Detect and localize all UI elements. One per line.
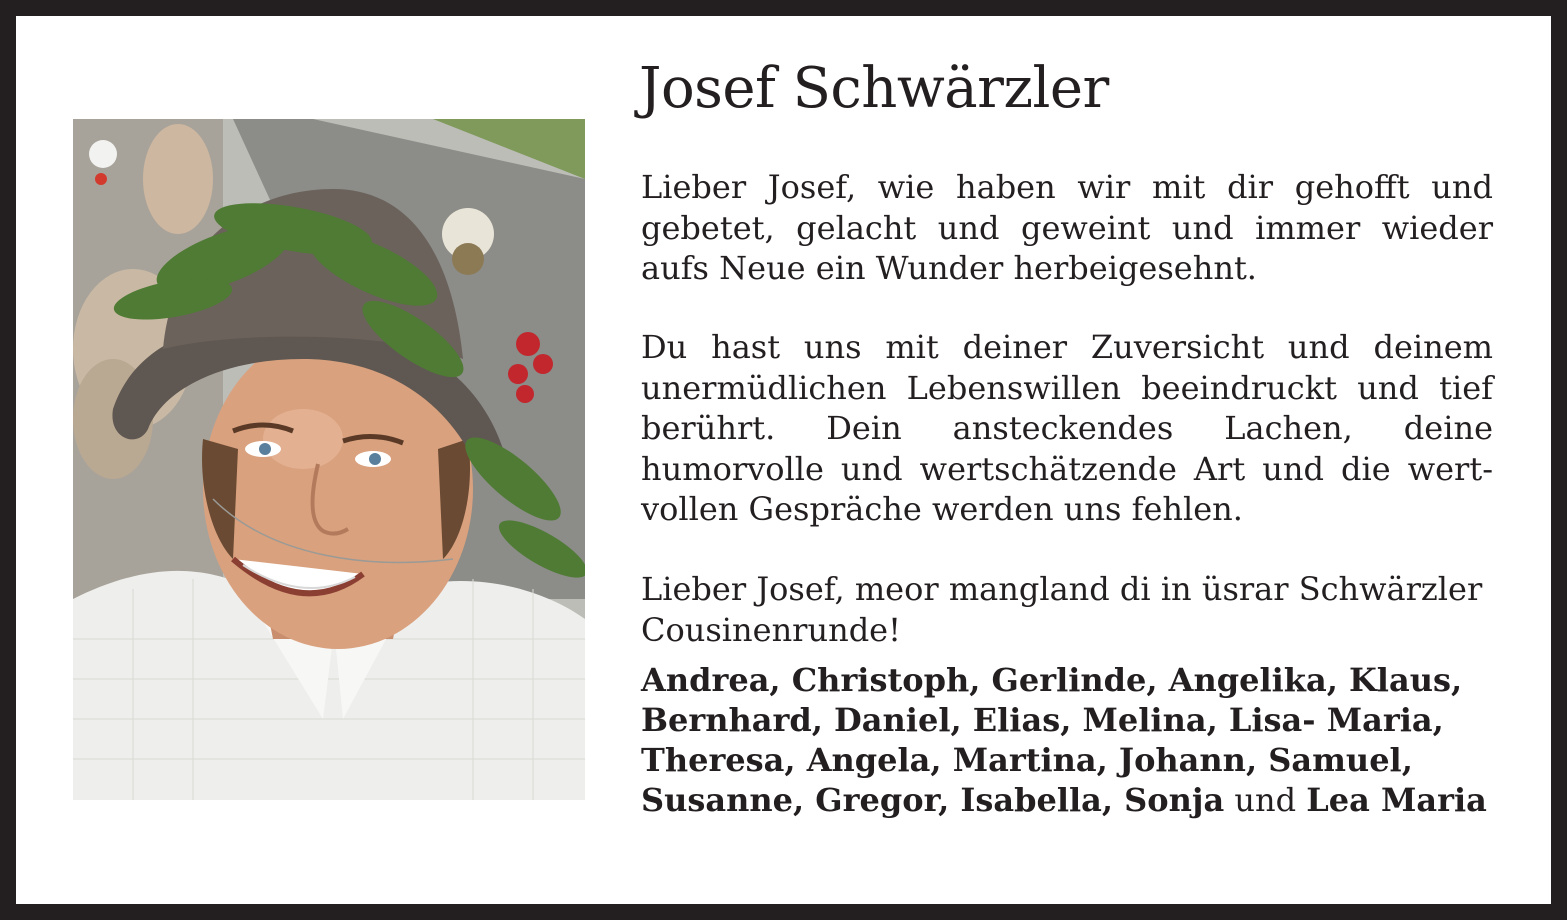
signatory-names-last: Lea Maria [1306, 781, 1487, 819]
deceased-name-title: Josef Schwärzler [639, 56, 1109, 121]
signatory-names-main: Andrea, Christoph, Gerlinde, Angelika, Klaus, Bernhard, Daniel, Elias, Melina, Lisa- Maria, Theresa, Angela, Martina, Johann, Samuel, Susanne, Gregor, Isabella, Sonja [641, 661, 1463, 819]
portrait-photo [73, 119, 585, 800]
message-paragraph-2: Du hast uns mit deiner Zuversicht und deinem unermüdlichen Lebenswillen beeindruckt und tief berührt. Dein ansteckendes Lachen, deine humorvolle und wertschätzende Art und die wert- vollen Gespräche werden uns fehlen. [641, 328, 1493, 528]
portrait-illustration [73, 119, 585, 800]
message-paragraph-1: Lieber Josef, wie haben wir mit dir gehofft und gebetet, gelacht und geweint und immer wieder aufs Neue ein Wunder herbeigesehnt. [641, 168, 1493, 287]
signatories [641, 660, 1493, 820]
signatory-conjunction: und [1224, 781, 1307, 819]
message-paragraph-3: Lieber Josef, meor mangland di in üsrar Schwärzler Cousinenrunde! [641, 570, 1483, 649]
